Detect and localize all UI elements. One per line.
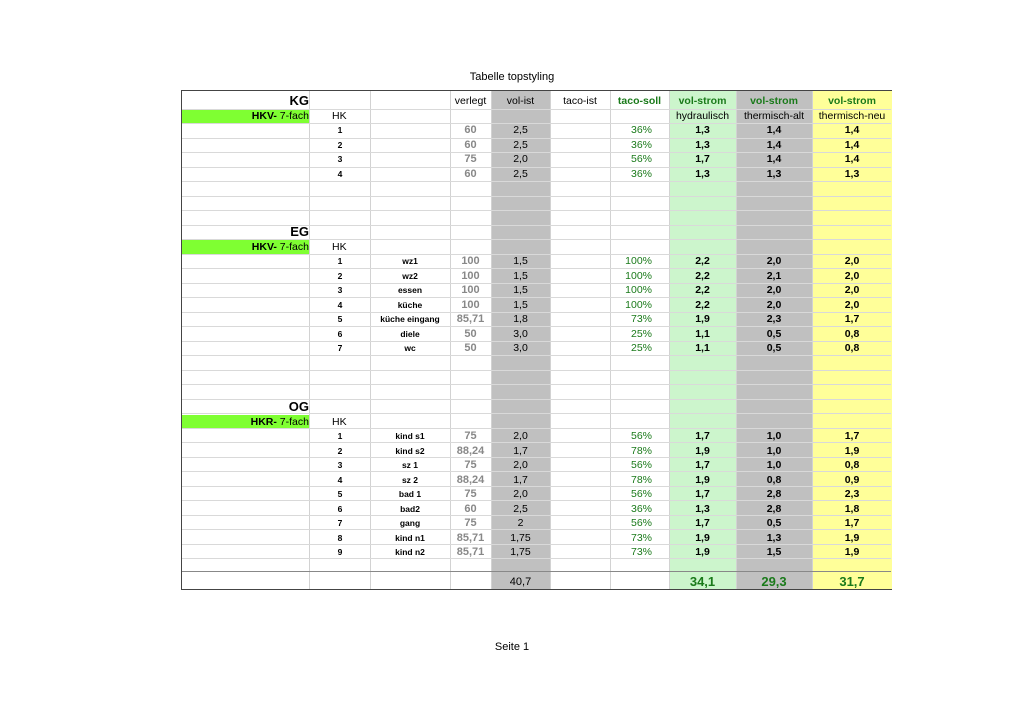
- hydraulisch-value: 2,2: [695, 284, 710, 296]
- vol-ist-value: 1,75: [510, 531, 531, 544]
- circuit-number: 3: [337, 460, 343, 470]
- hydraulisch-value: 2,2: [695, 255, 710, 267]
- verlegt-value: 50: [464, 342, 477, 354]
- vol-ist-value: 1,7: [513, 444, 528, 457]
- verlegt-value: 75: [464, 459, 477, 471]
- verlegt-value: 85,71: [456, 546, 485, 558]
- taco-soll-value: 100%: [625, 269, 652, 282]
- thermisch-alt-value: 1,0: [766, 430, 782, 442]
- taco-soll-value: 56%: [630, 153, 652, 165]
- table-row: [182, 254, 891, 268]
- vol-ist-value: 2,5: [513, 138, 528, 151]
- hydraulisch-value: 1,3: [695, 138, 710, 151]
- circuit-number: 3: [337, 154, 343, 164]
- thermisch-alt-value: 1,3: [766, 531, 782, 544]
- circuit-number: 7: [337, 518, 343, 528]
- taco-soll-value: 73%: [630, 546, 652, 558]
- room-name: [370, 138, 450, 152]
- col-header-thermisch-alt: thermisch-alt: [743, 109, 805, 122]
- col-header-taco-soll: taco-soll: [617, 95, 662, 107]
- hk-label: HK: [332, 240, 347, 253]
- table-row: [182, 516, 891, 530]
- col-header-vol-ist: vol-ist: [506, 95, 535, 107]
- thermisch-alt-value: 2,0: [766, 298, 782, 311]
- circuit-number: 8: [337, 532, 343, 543]
- table-row: [182, 298, 891, 312]
- vol-ist-value: 1,5: [513, 255, 528, 267]
- room-name: sz 1: [401, 460, 419, 470]
- table-row: [182, 123, 891, 137]
- table-row: [182, 152, 891, 166]
- hydraulisch-value: 1,7: [695, 153, 710, 165]
- verlegt-value: 88,24: [456, 473, 485, 486]
- verlegt-value: 100: [461, 298, 480, 311]
- verlegt-value: 85,71: [456, 313, 485, 325]
- thermisch-neu-value: 0,8: [844, 342, 860, 354]
- hydraulisch-value: 2,2: [695, 269, 710, 282]
- thermisch-neu-value: 1,3: [844, 167, 860, 180]
- taco-soll-value: 36%: [630, 124, 652, 136]
- circuit-type-label: [182, 109, 309, 123]
- section-title-kg: KG: [289, 93, 309, 108]
- table-row: [182, 312, 891, 326]
- room-name: bad 1: [398, 489, 422, 499]
- col-header-verlegt: verlegt: [454, 95, 487, 107]
- vol-ist-value: 2,0: [513, 459, 528, 471]
- hk-label: HK: [332, 109, 347, 122]
- hydraulisch-value: 1,3: [695, 502, 710, 515]
- vol-ist-value: 1,5: [513, 298, 528, 311]
- room-name: wc: [404, 343, 416, 353]
- thermisch-neu-value: 0,9: [844, 473, 860, 486]
- hydraulisch-value: 1,9: [695, 473, 710, 486]
- taco-soll-value: 56%: [630, 488, 652, 500]
- table-row: [182, 327, 891, 341]
- vol-ist-value: 2,5: [513, 502, 528, 515]
- verlegt-value: 60: [464, 124, 477, 136]
- room-name: kind s1: [395, 431, 425, 441]
- total-hydraulisch: 34,1: [689, 574, 716, 589]
- taco-soll-value: 78%: [630, 473, 652, 486]
- taco-soll-value: 56%: [630, 517, 652, 529]
- thermisch-neu-value: 2,3: [844, 488, 860, 500]
- circuit-number: 5: [337, 489, 343, 499]
- thermisch-neu-value: 1,7: [844, 313, 860, 325]
- thermisch-alt-value: 2,8: [766, 488, 782, 500]
- verlegt-value: 50: [464, 327, 477, 340]
- vol-ist-value: 1,7: [513, 473, 528, 486]
- circuit-number: 2: [337, 139, 343, 150]
- room-name: [370, 167, 450, 181]
- thermisch-neu-value: 1,4: [844, 153, 860, 165]
- thermisch-alt-value: 1,0: [766, 444, 782, 457]
- table-row: [182, 283, 891, 297]
- hydraulisch-value: 1,9: [695, 546, 710, 558]
- room-name: sz 2: [401, 474, 419, 485]
- verlegt-value: 75: [464, 430, 477, 442]
- thermisch-neu-value: 2,0: [844, 284, 860, 296]
- taco-soll-value: 36%: [630, 502, 652, 515]
- hk-label: HK: [332, 415, 347, 428]
- circuit-type-label: [182, 240, 309, 254]
- taco-soll-value: 78%: [630, 444, 652, 457]
- hydraulisch-value: 1,7: [695, 517, 710, 529]
- col-header-taco-ist: taco-ist: [563, 95, 597, 107]
- room-name: [370, 123, 450, 137]
- table-row: [182, 138, 891, 152]
- col-header-vol-strom-hydraulisch: vol-strom: [678, 95, 727, 107]
- taco-soll-value: 56%: [630, 459, 652, 471]
- hydraulisch-value: 1,3: [695, 167, 710, 180]
- table-row: [182, 531, 891, 545]
- hydraulisch-value: 1,1: [695, 327, 710, 340]
- room-name: kind n1: [395, 532, 425, 543]
- total-thermisch-alt: 29,3: [761, 574, 787, 589]
- verlegt-value: 60: [464, 138, 477, 151]
- table-row: [182, 341, 891, 355]
- taco-soll-value: 56%: [630, 430, 652, 442]
- taco-soll-value: 100%: [625, 255, 652, 267]
- vol-ist-value: 2,5: [513, 124, 528, 136]
- circuit-type-code: HKV-: [251, 240, 277, 253]
- circuit-type-suffix: 7-fach: [276, 415, 309, 428]
- hydraulisch-value: 1,9: [695, 531, 710, 544]
- hydraulisch-value: 1,7: [695, 488, 710, 500]
- thermisch-neu-value: 0,8: [844, 327, 860, 340]
- thermisch-neu-value: 1,9: [844, 531, 860, 544]
- room-name: essen: [397, 285, 423, 295]
- hydraulisch-value: 2,2: [695, 298, 710, 311]
- room-name: wz1: [402, 256, 418, 266]
- thermisch-alt-value: 1,5: [766, 546, 782, 558]
- header-row: [182, 94, 891, 108]
- verlegt-value: 75: [464, 488, 477, 500]
- thermisch-neu-value: 2,0: [844, 298, 860, 311]
- vol-ist-value: 2,0: [513, 430, 528, 442]
- heating-table: [181, 90, 892, 590]
- col-header-thermisch-neu: thermisch-neu: [818, 109, 886, 122]
- circuit-number: 5: [337, 314, 343, 324]
- thermisch-neu-value: 2,0: [844, 269, 860, 282]
- thermisch-neu-value: 1,9: [844, 444, 860, 457]
- total-vol-ist: 40,7: [509, 576, 532, 588]
- col-header-hydraulisch: hydraulisch: [675, 109, 730, 122]
- thermisch-alt-value: 2,3: [766, 313, 782, 325]
- thermisch-neu-value: 1,4: [844, 138, 860, 151]
- taco-soll-value: 36%: [630, 167, 652, 180]
- col-header-vol-strom-thermisch-neu: vol-strom: [828, 95, 876, 107]
- room-name: gang: [399, 518, 421, 528]
- circuit-number: 1: [337, 431, 343, 441]
- verlegt-value: 60: [464, 502, 477, 515]
- table-row: [182, 429, 891, 443]
- circuit-type-label: [182, 415, 309, 429]
- circuit-type-suffix: 7-fach: [276, 240, 309, 253]
- circuit-number: 9: [337, 547, 343, 557]
- circuit-number: 6: [337, 503, 343, 514]
- thermisch-alt-value: 0,5: [766, 327, 782, 340]
- thermisch-neu-value: 1,7: [844, 430, 860, 442]
- room-name: küche eingang: [380, 314, 440, 324]
- vol-ist-value: 3,0: [513, 342, 528, 354]
- vol-ist-value: 3,0: [513, 327, 528, 340]
- table-row: [182, 269, 891, 283]
- room-name: bad2: [400, 503, 420, 514]
- hydraulisch-value: 1,9: [695, 313, 710, 325]
- section-type-row: [182, 415, 891, 429]
- thermisch-neu-value: 0,8: [844, 459, 860, 471]
- hydraulisch-value: 1,9: [695, 444, 710, 457]
- hydraulisch-value: 1,3: [695, 124, 710, 136]
- thermisch-alt-value: 0,5: [766, 342, 782, 354]
- table-row: [182, 444, 891, 458]
- room-name: küche: [397, 299, 423, 310]
- verlegt-value: 85,71: [456, 531, 485, 544]
- vol-ist-value: 1,5: [513, 269, 528, 282]
- verlegt-value: 100: [461, 284, 480, 296]
- circuit-number: 4: [337, 168, 343, 179]
- taco-soll-value: 100%: [625, 298, 652, 311]
- thermisch-neu-value: 2,0: [844, 255, 860, 267]
- thermisch-neu-value: 1,7: [844, 517, 860, 529]
- hydraulisch-value: 1,7: [695, 459, 710, 471]
- circuit-number: 7: [337, 343, 343, 353]
- circuit-number: 4: [337, 299, 343, 310]
- thermisch-alt-value: 2,0: [766, 255, 782, 267]
- table-row: [182, 487, 891, 501]
- taco-soll-value: 100%: [625, 284, 652, 296]
- vol-ist-value: 1,8: [513, 313, 528, 325]
- total-thermisch-neu: 31,7: [839, 574, 865, 589]
- section-title-eg: EG: [290, 224, 309, 239]
- thermisch-neu-value: 1,8: [844, 502, 860, 515]
- circuit-number: 2: [337, 445, 343, 456]
- room-name: [370, 152, 450, 166]
- vol-ist-value: 2,5: [513, 167, 528, 180]
- verlegt-value: 88,24: [456, 444, 485, 457]
- section-header-row: [182, 400, 891, 414]
- verlegt-value: 75: [464, 153, 477, 165]
- thermisch-neu-value: 1,4: [844, 124, 860, 136]
- circuit-number: 1: [337, 256, 343, 266]
- verlegt-value: 100: [461, 269, 480, 282]
- circuit-number: 1: [337, 125, 343, 135]
- vol-ist-value: 1,5: [513, 284, 528, 296]
- circuit-type-code: HKR-: [250, 415, 277, 428]
- page-footer: Seite 1: [494, 641, 530, 653]
- vol-ist-value: 2,0: [513, 153, 528, 165]
- taco-soll-value: 25%: [630, 327, 652, 340]
- room-name: diele: [400, 328, 420, 339]
- page-title: Tabelle topstyling: [469, 71, 555, 83]
- thermisch-alt-value: 2,1: [766, 269, 782, 282]
- hydraulisch-value: 1,7: [695, 430, 710, 442]
- taco-soll-value: 25%: [630, 342, 652, 354]
- thermisch-alt-value: 2,0: [766, 284, 782, 296]
- thermisch-alt-value: 1,4: [766, 153, 782, 165]
- room-name: wz2: [402, 270, 418, 281]
- thermisch-alt-value: 1,4: [766, 124, 782, 136]
- section-type-row: [182, 240, 891, 254]
- verlegt-value: 75: [464, 517, 477, 529]
- circuit-number: 2: [337, 270, 343, 281]
- vol-ist-value: 1,75: [510, 546, 531, 558]
- room-name: kind n2: [395, 547, 425, 557]
- hydraulisch-value: 1,1: [695, 342, 710, 354]
- circuit-number: 3: [337, 285, 343, 295]
- circuit-type-suffix: 7-fach: [276, 109, 309, 122]
- vol-ist-value: 2,0: [513, 488, 528, 500]
- col-header-vol-strom-thermisch-alt: vol-strom: [750, 95, 798, 107]
- circuit-number: 4: [337, 474, 343, 485]
- thermisch-alt-value: 2,8: [766, 502, 782, 515]
- thermisch-alt-value: 0,8: [766, 473, 782, 486]
- thermisch-alt-value: 0,5: [766, 517, 782, 529]
- verlegt-value: 60: [464, 167, 477, 180]
- circuit-number: 6: [337, 328, 343, 339]
- table-row: [182, 167, 891, 181]
- verlegt-value: 100: [461, 255, 480, 267]
- table-row: [182, 545, 891, 559]
- taco-soll-value: 36%: [630, 138, 652, 151]
- section-type-row: [182, 109, 891, 123]
- table-row: [182, 502, 891, 516]
- thermisch-neu-value: 1,9: [844, 546, 860, 558]
- vol-ist-value: 2: [517, 517, 524, 529]
- taco-soll-value: 73%: [630, 313, 652, 325]
- circuit-type-code: HKV-: [251, 109, 277, 122]
- totals-row: [182, 574, 891, 590]
- table-row: [182, 473, 891, 487]
- thermisch-alt-value: 1,4: [766, 138, 782, 151]
- thermisch-alt-value: 1,3: [766, 167, 782, 180]
- table-row: [182, 458, 891, 472]
- taco-soll-value: 73%: [630, 531, 652, 544]
- thermisch-alt-value: 1,0: [766, 459, 782, 471]
- room-name: kind s2: [395, 445, 425, 456]
- section-title-og: OG: [288, 399, 309, 414]
- section-header-row: [182, 225, 891, 239]
